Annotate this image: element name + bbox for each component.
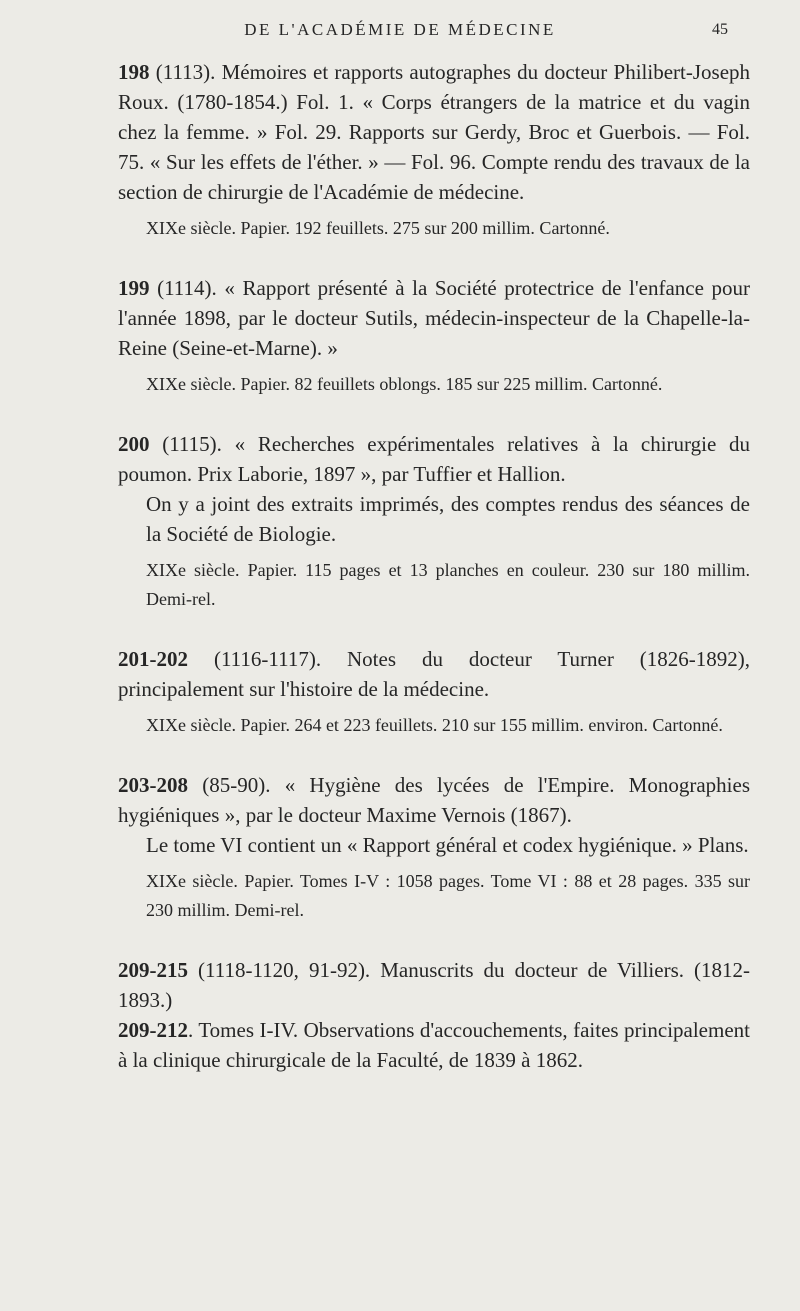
catalog-entry-209-215 (118, 955, 750, 1075)
catalog-entry-203-208 (118, 770, 750, 925)
entry-text: (1115). « Recherches expérimentales relatives à la chirurgie du poumon. Prix Laborie, 1897 », par Tuffier et Hallion. (118, 432, 750, 486)
sub-entry-text: . Tomes I-IV. Observations d'accouchements, faites principalement à la clinique chirurgicale de la Faculté, de 1839 à 1862. (118, 1018, 750, 1072)
entry-physical-description: XIXe siècle. Papier. 115 pages et 13 planches en couleur. 230 sur 180 millim. Demi-rel. (146, 560, 750, 609)
entry-note: On y a joint des extraits imprimés, des comptes rendus des séances de la Société de Biologie. (146, 492, 750, 546)
catalog-entry-198 (118, 57, 750, 243)
header-title: DE L'ACADÉMIE DE MÉDECINE (244, 20, 556, 39)
catalog-entry-200 (118, 429, 750, 614)
sub-entry-description (118, 1015, 750, 1075)
catalog-entries (118, 57, 750, 1105)
entry-description (118, 644, 750, 704)
running-header (0, 10, 800, 50)
sub-entry-number: 209-212 (118, 1018, 188, 1042)
entry-number: 209-215 (118, 958, 188, 982)
entry-text: (1113). Mémoires et rapports autographes du docteur Philibert-Joseph Roux. (1780-1854.) Fol. 1. « Corps étrangers de la matrice et du vagin chez la femme. » Fol. 29. Rapports sur Gerdy, Broc et Guerbois. — Fol. 75. « Sur les effets de l'éther. » — Fol. 96. Compte rendu des travaux de la section de chirurgie de l'Académie de médecine. (118, 60, 751, 204)
entry-number: 198 (118, 60, 150, 84)
entry-physical-description: XIXe siècle. Papier. 192 feuillets. 275 sur 200 millim. Cartonné. (146, 218, 610, 238)
entry-description (118, 770, 750, 830)
entry-number: 203-208 (118, 773, 188, 797)
catalog-entry-199 (118, 273, 750, 399)
entry-description (118, 273, 750, 363)
entry-text: (1114). « Rapport présenté à la Société protectrice de l'enfance pour l'année 1898, par le docteur Sutils, médecin-inspecteur de la Chapelle-la-Reine (Seine-et-Marne). » (118, 276, 750, 360)
entry-text: (1116-1117). Notes du docteur Turner (1826-1892), principalement sur l'histoire de la médecine. (118, 647, 751, 701)
entry-description (118, 429, 750, 489)
page-number: 45 (712, 21, 728, 38)
entry-number: 201-202 (118, 647, 188, 671)
entry-number: 200 (118, 432, 150, 456)
catalog-entry-201-202 (118, 644, 750, 740)
entry-description (118, 955, 750, 1015)
entry-number: 199 (118, 276, 150, 300)
entry-physical-description: XIXe siècle. Papier. 264 et 223 feuillets. 210 sur 155 millim. environ. Cartonné. (146, 715, 723, 735)
entry-description (118, 57, 750, 207)
entry-note: Le tome VI contient un « Rapport général et codex hygiénique. » Plans. (146, 833, 749, 857)
entry-text: (85-90). « Hygiène des lycées de l'Empire. Monographies hygiéniques », par le docteur Maxime Vernois (1867). (118, 773, 750, 827)
entry-physical-description: XIXe siècle. Papier. 82 feuillets oblongs. 185 sur 225 millim. Cartonné. (146, 374, 663, 394)
entry-text: (1118-1120, 91-92). Manuscrits du docteur de Villiers. (1812-1893.) (118, 958, 750, 1012)
entry-physical-description: XIXe siècle. Papier. Tomes I-V : 1058 pages. Tome VI : 88 et 28 pages. 335 sur 230 millim. Demi-rel. (146, 871, 750, 920)
